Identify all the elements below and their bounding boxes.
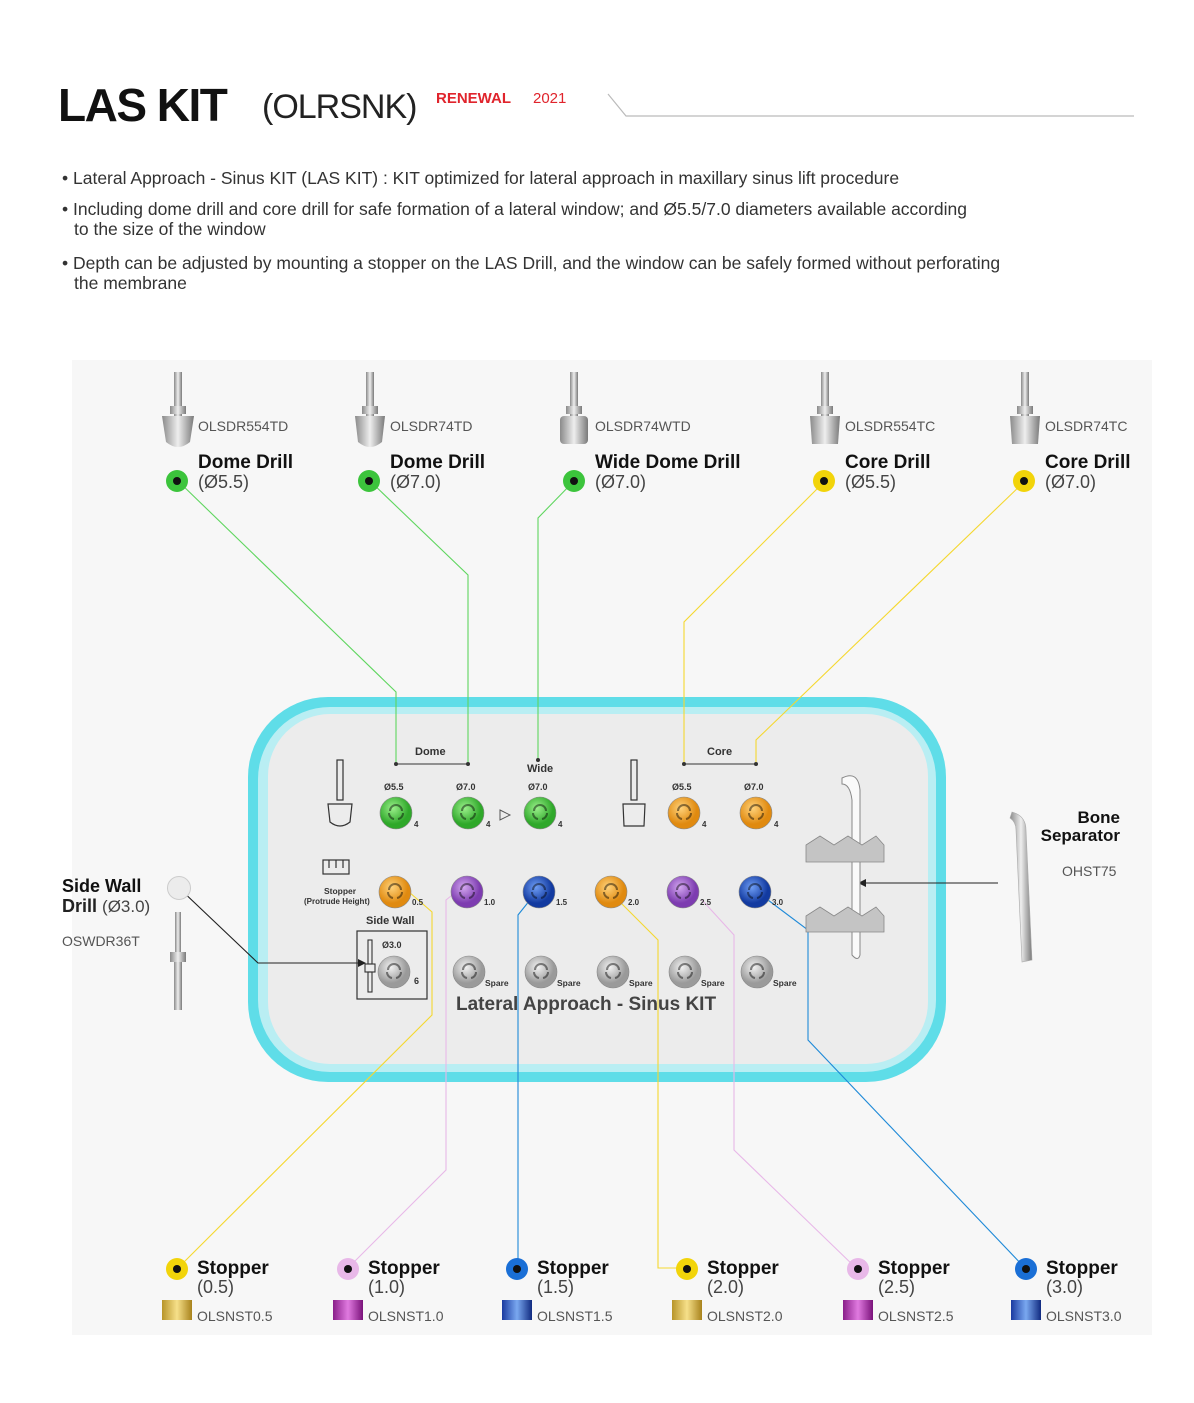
stopper-slot-knob [595, 876, 627, 908]
tray-side-wall-d: Ø3.0 [382, 940, 402, 950]
spare-slot-knob [669, 956, 701, 988]
stopper-name: Stopper [368, 1258, 440, 1279]
drill-count-label: 4 [558, 820, 563, 829]
side-wall-slot-knob [378, 956, 410, 988]
color-dot-icon [337, 1258, 359, 1280]
tray-d55-label: Ø5.5 [672, 782, 692, 792]
stopper-code: OLSNST0.5 [197, 1308, 273, 1324]
bone-separator-title: Bone [1077, 808, 1120, 827]
stopper-size: (3.0) [1046, 1277, 1084, 1297]
side-wall-size: (Ø3.0) [102, 897, 151, 916]
spare-label: Spare [773, 978, 797, 988]
stopper-height-label: 2.0 [628, 898, 640, 907]
tray-stopper-sublabel: (Protrude Height) [304, 897, 370, 906]
stopper-height-label: 2.5 [700, 898, 712, 907]
drill-slot-knob [668, 797, 700, 829]
side-wall-dot [167, 876, 191, 900]
page-title: LAS KIT [58, 79, 227, 131]
top-item-name: Dome Drill [198, 452, 294, 473]
drill-count-label: 4 [486, 820, 491, 829]
spare-label: Spare [701, 978, 725, 988]
stopper-ring-icon [843, 1300, 873, 1320]
spare-slot-knob [597, 956, 629, 988]
drill-count-label: 4 [414, 820, 419, 829]
side-wall-code: OSWDR36T [62, 933, 140, 949]
stopper-name: Stopper [1046, 1258, 1118, 1279]
top-item-size: (Ø7.0) [1045, 472, 1097, 492]
spare-slot-knob [525, 956, 557, 988]
renewal-label: RENEWAL [436, 90, 511, 107]
dome-drill-icon [355, 372, 385, 447]
stopper-code: OLSNST1.5 [537, 1308, 613, 1324]
tray-d70-label: Ø7.0 [744, 782, 764, 792]
stopper-ring-icon [1011, 1300, 1041, 1320]
stopper-slot-knob [667, 876, 699, 908]
stopper-slot-knob [379, 876, 411, 908]
kit-code: (OLRSNK) [262, 88, 417, 126]
drill-count-label: 4 [774, 820, 779, 829]
bullet-item: • Depth can be adjusted by mounting a stopper on the LAS Drill, and the window can be safely formed without perforating the membrane [62, 253, 1001, 293]
stopper-height-label: 1.0 [484, 898, 496, 907]
bone-separator-title2: Separator [1040, 826, 1120, 845]
stopper-slot-knob [523, 876, 555, 908]
tray-d70-label: Ø7.0 [456, 782, 476, 792]
tray-side-wall-num: 6 [414, 976, 420, 986]
renewal-year: 2021 [533, 90, 567, 107]
wide-dome-drill-icon [560, 372, 588, 444]
color-dot-icon [166, 470, 188, 492]
drill-icons [162, 372, 1040, 447]
top-item-code: OLSDR74WTD [595, 418, 691, 434]
color-dot-icon [1015, 1258, 1037, 1280]
tray-name: Lateral Approach - Sinus KIT [456, 994, 717, 1015]
tray-wide-label: Wide [527, 763, 554, 775]
side-wall-title: Side Wall [62, 876, 142, 896]
stopper-height-label: 3.0 [772, 898, 784, 907]
dome-drill-icon [162, 372, 194, 447]
core-drill-icon [1010, 372, 1040, 444]
stopper-ring-icon [333, 1300, 363, 1320]
stopper-size: (1.5) [537, 1277, 575, 1297]
stopper-name: Stopper [537, 1258, 609, 1279]
color-dot-icon [813, 470, 835, 492]
top-item-name: Core Drill [845, 452, 931, 473]
side-wall-subtitle [62, 896, 150, 917]
side-wall-drill-word: Drill [62, 896, 98, 916]
top-item-code: OLSDR554TC [845, 418, 936, 434]
top-item-code: OLSDR554TD [198, 418, 289, 434]
drill-count-label: 4 [702, 820, 707, 829]
tray-d70-label: Ø7.0 [528, 782, 548, 792]
color-dot-icon [676, 1258, 698, 1280]
color-dot-icon [506, 1258, 528, 1280]
stopper-height-label: 1.5 [556, 898, 568, 907]
tray-d55-label: Ø5.5 [384, 782, 404, 792]
stopper-ring-icon [672, 1300, 702, 1320]
drill-slot-knob [452, 797, 484, 829]
top-item-name: Dome Drill [390, 452, 486, 473]
tray-dome-label: Dome [415, 746, 446, 758]
stopper-code: OLSNST2.0 [707, 1308, 783, 1324]
stopper-size: (2.0) [707, 1277, 745, 1297]
top-item-size: (Ø7.0) [390, 472, 442, 492]
top-item-size: (Ø7.0) [595, 472, 647, 492]
stopper-code: OLSNST1.0 [368, 1308, 444, 1324]
stopper-slot-knob [739, 876, 771, 908]
side-wall-drill-icon [170, 912, 186, 1010]
color-dot-icon [563, 470, 585, 492]
bullet-item: • Including dome drill and core drill for safe formation of a lateral window; and Ø5.5/7.0 diameters available according to the size of the window [62, 199, 967, 239]
drill-slot-knob [380, 797, 412, 829]
color-dot-icon [847, 1258, 869, 1280]
tray-side-wall-label: Side Wall [366, 915, 415, 927]
spare-label: Spare [629, 978, 653, 988]
stopper-size: (0.5) [197, 1277, 235, 1297]
spare-slot-knob [741, 956, 773, 988]
top-item-name: Wide Dome Drill [595, 452, 741, 473]
stopper-code: OLSNST3.0 [1046, 1308, 1122, 1324]
spare-label: Spare [557, 978, 581, 988]
stopper-ring-icon [502, 1300, 532, 1320]
bullet-item: • Lateral Approach - Sinus KIT (LAS KIT) : KIT optimized for lateral approach in maxillary sinus lift procedure [62, 168, 900, 188]
top-item-size: (Ø5.5) [845, 472, 897, 492]
top-item-size: (Ø5.5) [198, 472, 250, 492]
spare-label: Spare [485, 978, 509, 988]
top-item-code: OLSDR74TD [390, 418, 473, 434]
top-item-code: OLSDR74TC [1045, 418, 1128, 434]
spare-slot-knob [453, 956, 485, 988]
color-dot-icon [358, 470, 380, 492]
drill-slot-knob [740, 797, 772, 829]
stopper-size: (2.5) [878, 1277, 916, 1297]
color-dot-icon [1013, 470, 1035, 492]
tray-stopper-label: Stopper [323, 886, 357, 896]
stopper-name: Stopper [197, 1258, 269, 1279]
color-dot-icon [166, 1258, 188, 1280]
drill-slot-knob [524, 797, 556, 829]
core-drill-icon [810, 372, 840, 444]
bone-separator-code: OHST75 [1062, 863, 1117, 879]
stopper-ring-icon [162, 1300, 192, 1320]
top-item-name: Core Drill [1045, 452, 1131, 473]
stopper-name: Stopper [707, 1258, 779, 1279]
stopper-height-label: 0.5 [412, 898, 424, 907]
tray-core-label: Core [707, 746, 733, 758]
stopper-size: (1.0) [368, 1277, 406, 1297]
stopper-slot-knob [451, 876, 483, 908]
stopper-code: OLSNST2.5 [878, 1308, 954, 1324]
stopper-name: Stopper [878, 1258, 950, 1279]
